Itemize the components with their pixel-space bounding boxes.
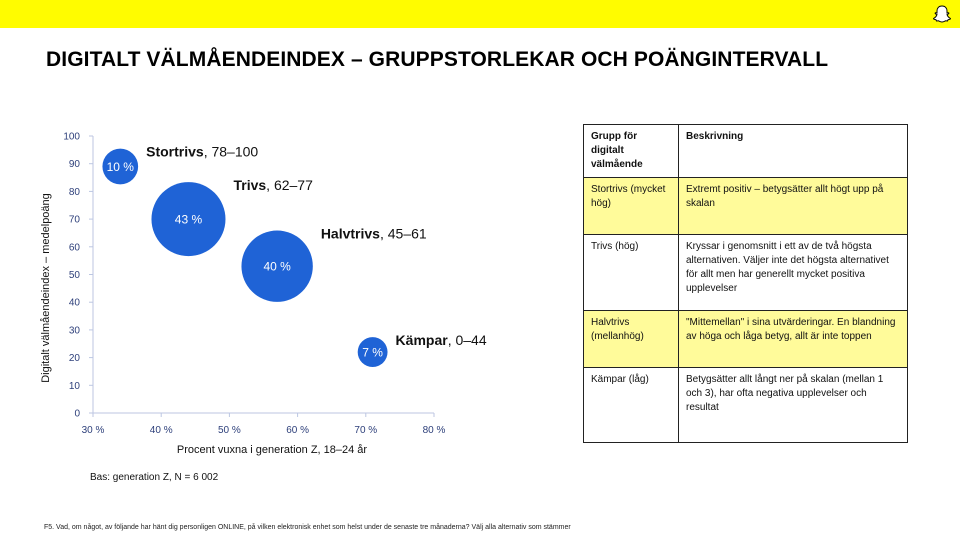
x-tick-label: 80 % xyxy=(422,425,446,436)
table-row xyxy=(584,178,908,235)
x-tick-label: 40 % xyxy=(149,425,173,436)
group-range: , 78–100 xyxy=(203,143,259,160)
bubble-value-label: 7 % xyxy=(362,345,383,360)
page-title: DIGITALT VÄLMÅENDEINDEX – GRUPPSTORLEKAR OCH POÄNGINTERVALL xyxy=(46,48,829,71)
y-tick-label: 50 xyxy=(68,270,80,281)
bubble-value-label: 43 % xyxy=(174,212,203,227)
y-tick-label: 0 xyxy=(74,408,80,420)
bubble-group-label xyxy=(321,226,427,242)
base-note: Bas: generation Z, N = 6 002 xyxy=(90,472,219,483)
footnote: F5. Vad, om något, av följande har hänt dig personligen ONLINE, på vilken elektronisk enhet som helst under de senaste tre månaderna? Välj alla alternativ som stämmer xyxy=(44,524,571,531)
group-cell: Halvtrivs (mellanhög) xyxy=(584,311,679,368)
y-tick-label: 20 xyxy=(68,353,80,365)
y-tick-label: 80 xyxy=(68,186,80,198)
bubble-group-label xyxy=(396,332,487,348)
y-tick-label: 30 xyxy=(68,325,80,337)
table-header-group: Grupp för digitalt välmående xyxy=(584,125,679,178)
group-cell: Stortrivs (mycket hög) xyxy=(584,178,679,235)
x-tick-label: 70 % xyxy=(354,425,378,436)
y-tick-label: 70 xyxy=(68,214,80,226)
y-tick-label: 10 xyxy=(68,380,80,392)
bubble-group-label xyxy=(146,144,258,160)
table-row xyxy=(584,235,908,311)
group-range: , 45–61 xyxy=(379,225,427,242)
group-name: Kämpar xyxy=(395,332,448,349)
table-header-description: Beskrivning xyxy=(679,125,908,178)
y-tick-label: 60 xyxy=(68,242,80,254)
group-range: , 62–77 xyxy=(266,177,313,194)
y-tick-label: 90 xyxy=(68,159,80,171)
group-name: Halvtrivs xyxy=(320,225,380,242)
x-tick-label: 50 % xyxy=(218,425,241,436)
table-row xyxy=(584,311,908,368)
group-name: Trivs xyxy=(233,177,267,194)
group-name: Stortrivs xyxy=(146,143,204,160)
x-tick-label: 60 % xyxy=(286,425,309,436)
x-axis-title: Procent vuxna i generation Z, 18–24 år xyxy=(176,444,368,456)
table-row xyxy=(584,368,908,443)
y-tick-label: 100 xyxy=(63,131,80,143)
y-axis-title: Digitalt välmåendeindex – medelpoäng xyxy=(40,193,52,383)
description-cell: "Mittemellan" i sina utvärderingar. En blandning av höga och låga betyg, allt är inte toppen xyxy=(679,311,908,368)
x-tick-label: 30 % xyxy=(81,425,105,436)
bubble-value-label: 40 % xyxy=(263,259,291,274)
y-tick-label: 40 xyxy=(68,297,80,309)
bubble-group-label xyxy=(233,177,313,193)
group-cell: Kämpar (låg) xyxy=(584,368,679,443)
description-cell: Betygsätter allt långt ner på skalan (mellan 1 och 3), har ofta negativa upplevelser och resultat xyxy=(679,368,908,443)
group-description-table xyxy=(583,124,908,443)
group-cell: Trivs (hög) xyxy=(584,235,679,311)
group-range: , 0–44 xyxy=(447,332,487,349)
bubble-value-label: 10 % xyxy=(106,159,134,174)
description-cell: Extremt positiv – betygsätter allt högt upp på skalan xyxy=(679,178,908,235)
description-cell: Kryssar i genomsnitt i ett av de två högsta alternativen. Väljer inte det högsta alternativet för allt men har generellt mycket positiva upplevelser xyxy=(679,235,908,311)
